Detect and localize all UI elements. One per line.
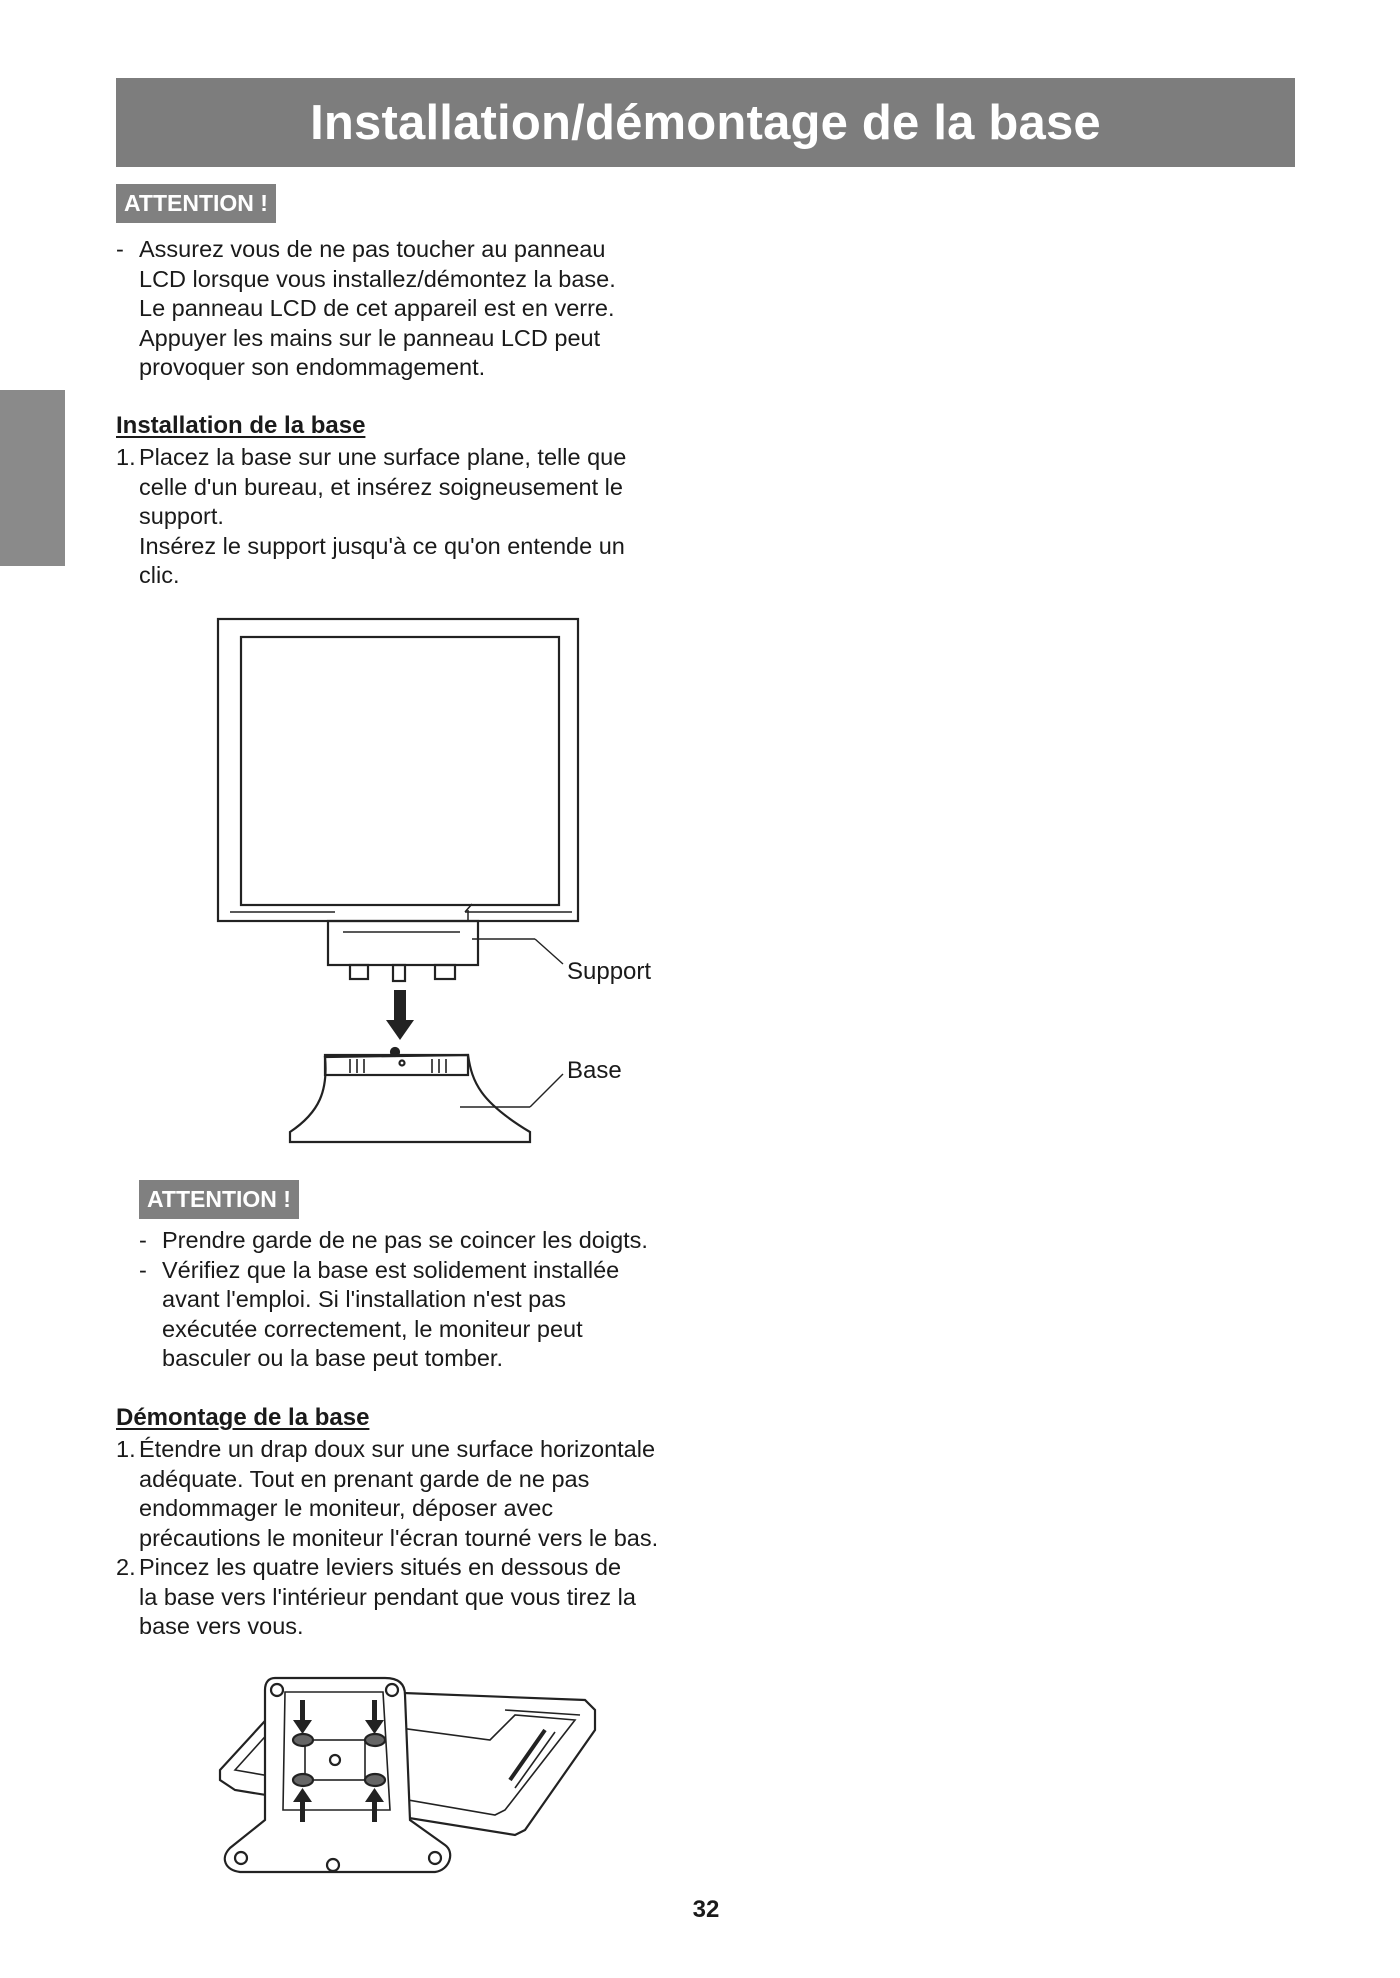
arrow-down-right — [372, 1700, 377, 1722]
step-marker: 2. — [116, 1554, 136, 1580]
remove-step-line: adéquate. Tout en prenant garde de ne pas — [139, 1465, 590, 1492]
page-number: 32 — [692, 1896, 720, 1923]
label-base: Base — [567, 1057, 622, 1084]
page-title: Installation/démontage de la base — [116, 78, 1295, 167]
warning-2-line: avant l'emploi. Si l'installation n'est pas — [162, 1286, 567, 1312]
warning-2-line: exécutée correctement, le moniteur peut — [162, 1315, 583, 1342]
warning-1-line: LCD lorsque vous installez/démontez la base. — [139, 265, 616, 292]
remove-step-line: précautions le moniteur l'écran tourné vers le bas. — [139, 1524, 659, 1551]
label-support: Support — [567, 958, 652, 985]
remove-step-line: endommager le moniteur, déposer avec — [139, 1495, 554, 1521]
install-heading: Installation de la base — [116, 412, 366, 439]
section-tab-marker — [0, 390, 65, 566]
monitor-bezel — [218, 619, 578, 921]
lever — [293, 1774, 313, 1786]
attention-badge-2: ATTENTION ! — [139, 1180, 299, 1219]
monitor-screen — [241, 637, 559, 905]
remove-step-line: Pincez les quatre leviers situés en dessous de — [139, 1554, 622, 1580]
base-plate — [225, 1678, 450, 1872]
down-arrow — [394, 990, 406, 1022]
remove-heading: Démontage de la base — [116, 1404, 370, 1431]
remove-step-line: base vers vous. — [139, 1613, 304, 1639]
lever — [365, 1774, 385, 1786]
monitor-support — [328, 921, 478, 965]
bullet-marker: - — [139, 1227, 147, 1253]
warning-1-line: Appuyer les mains sur le panneau LCD peut — [139, 324, 601, 351]
install-step-line: Placez la base sur une surface plane, telle que — [139, 444, 627, 470]
lever — [293, 1734, 313, 1746]
step-marker: 1. — [116, 1436, 136, 1462]
bullet-marker: - — [116, 236, 124, 262]
install-step-line: clic. — [139, 562, 180, 588]
install-step-line: Insérez le support jusqu'à ce qu'on entende un — [139, 532, 625, 559]
warning-2-line: Vérifiez que la base est solidement installée — [162, 1256, 620, 1283]
warning-1-line: Assurez vous de ne pas toucher au panneau — [139, 236, 606, 262]
lever — [365, 1734, 385, 1746]
install-step-1 — [116, 443, 696, 591]
arrow-up-right — [372, 1800, 377, 1822]
arrow-up-left — [300, 1800, 305, 1822]
warning-2-line: Prendre garde de ne pas se coincer les doigts. — [162, 1227, 648, 1253]
warning-1-line: provoquer son endommagement. — [139, 354, 486, 380]
warning-2 — [139, 1226, 699, 1374]
remove-step-line: Étendre un drap doux sur une surface horizontale — [139, 1436, 656, 1462]
base-removal-illustration — [215, 1670, 605, 1890]
remove-step-line: la base vers l'intérieur pendant que vous tirez la — [139, 1583, 636, 1610]
warning-1 — [116, 235, 696, 383]
install-step-line: celle d'un bureau, et insérez soigneusement le — [139, 473, 623, 500]
monitor-install-illustration — [210, 612, 590, 1152]
warning-2-line: basculer ou la base peut tomber. — [162, 1345, 503, 1371]
install-step-line: support. — [139, 503, 224, 529]
arrow-down-left — [300, 1700, 305, 1722]
attention-badge-1: ATTENTION ! — [116, 184, 276, 223]
bullet-marker: - — [139, 1256, 147, 1283]
remove-steps — [116, 1435, 716, 1642]
warning-1-line: Le panneau LCD de cet appareil est en verre. — [139, 295, 615, 321]
step-marker: 1. — [116, 444, 136, 470]
